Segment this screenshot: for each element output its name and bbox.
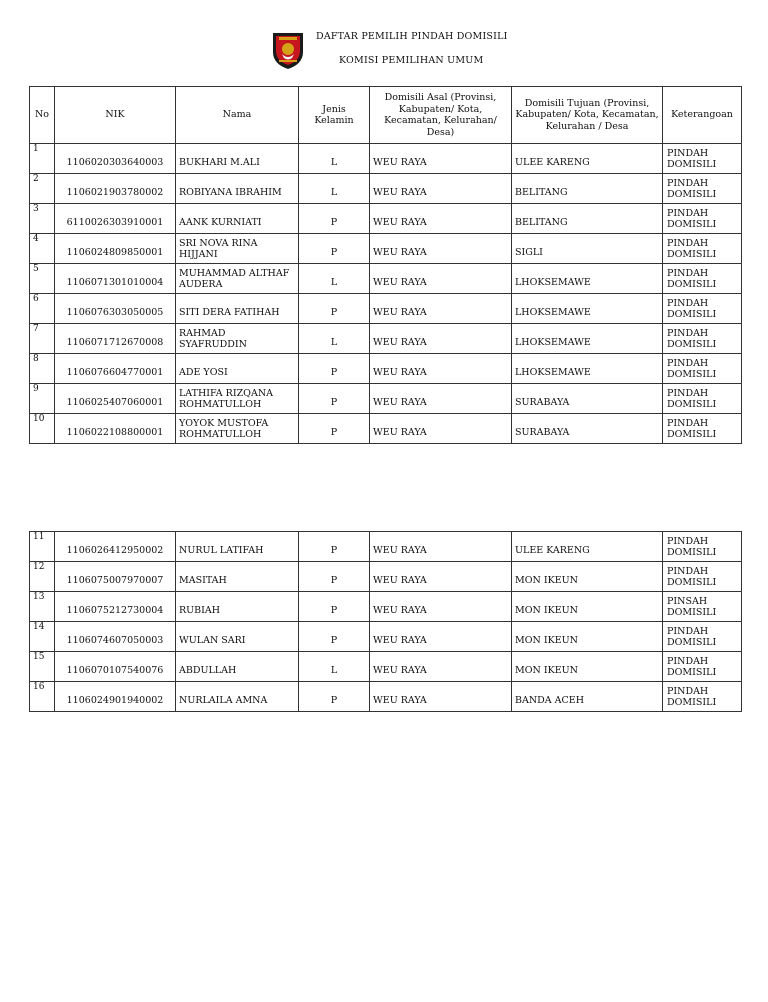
- cell-tujuan-text: MON IKEUN: [515, 605, 578, 616]
- cell-tujuan: [512, 174, 663, 204]
- cell-asal: [370, 144, 512, 174]
- cell-nik: 1106075007970007: [55, 562, 176, 592]
- cell-no: 8: [30, 354, 55, 384]
- cell-tujuan: [512, 622, 663, 652]
- cell-jk: [299, 592, 370, 622]
- table-row: [30, 532, 742, 562]
- cell-jk-text: P: [330, 307, 338, 318]
- cell-jk: [299, 532, 370, 562]
- header-jenis-kelamin: Jenis Kelamin: [299, 87, 370, 144]
- cell-tujuan: [512, 652, 663, 682]
- document-title: DAFTAR PEMILIH PINDAH DOMISILI: [316, 31, 508, 42]
- cell-no: 10: [30, 414, 55, 444]
- cell-asal: [370, 294, 512, 324]
- header-keterangan: Keterangoan: [663, 87, 742, 144]
- cell-jk-text: P: [330, 397, 338, 408]
- cell-jk: [299, 234, 370, 264]
- kpu-logo-icon: [270, 30, 306, 70]
- cell-jk: [299, 294, 370, 324]
- cell-jk-text: P: [330, 217, 338, 228]
- cell-nik: 1106070107540076: [55, 652, 176, 682]
- cell-asal: [370, 204, 512, 234]
- cell-jk: [299, 144, 370, 174]
- cell-nama: [176, 562, 299, 592]
- cell-no: 13: [30, 592, 55, 622]
- cell-jk-text: L: [330, 157, 338, 168]
- cell-tujuan-text: ULEE KARENG: [515, 545, 590, 556]
- cell-jk: [299, 264, 370, 294]
- voter-table-page-1: [29, 86, 742, 444]
- cell-nama: [176, 294, 299, 324]
- cell-jk: [299, 174, 370, 204]
- cell-asal-text: WEU RAYA: [373, 575, 427, 586]
- cell-nama: [176, 144, 299, 174]
- cell-asal: [370, 324, 512, 354]
- cell-jk: [299, 354, 370, 384]
- cell-nik: 1106025407060001: [55, 384, 176, 414]
- cell-asal-text: WEU RAYA: [373, 665, 427, 676]
- cell-keterangan: PINDAH DOMISILI: [663, 204, 742, 234]
- cell-nama-text: NURUL LATIFAH: [179, 545, 264, 556]
- table-row: [30, 324, 742, 354]
- cell-asal-text: WEU RAYA: [373, 277, 427, 288]
- header-domisili-asal: Domisili Asal (Provinsi, Kabupaten/ Kota, Kecamatan, Kelurahan/ Desa): [370, 87, 512, 144]
- table-row: [30, 562, 742, 592]
- cell-nama: LATHIFA RIZQANA ROHMATULLOH: [176, 384, 299, 414]
- cell-jk: [299, 324, 370, 354]
- cell-asal-text: WEU RAYA: [373, 367, 427, 378]
- cell-tujuan-text: SURABAYA: [515, 397, 570, 408]
- cell-asal: [370, 234, 512, 264]
- cell-jk-text: P: [330, 695, 338, 706]
- cell-tujuan-text: ULEE KARENG: [515, 157, 590, 168]
- cell-asal: [370, 622, 512, 652]
- cell-jk-text: P: [330, 367, 338, 378]
- table-row: [30, 264, 742, 294]
- table-row: [30, 592, 742, 622]
- cell-no: 2: [30, 174, 55, 204]
- cell-tujuan: [512, 414, 663, 444]
- cell-asal-text: WEU RAYA: [373, 635, 427, 646]
- table-row: [30, 294, 742, 324]
- cell-no: 4: [30, 234, 55, 264]
- cell-nama: [176, 174, 299, 204]
- cell-asal: [370, 652, 512, 682]
- cell-tujuan-text: BANDA ACEH: [515, 695, 585, 706]
- cell-nama: YOYOK MUSTOFA ROHMATULLOH: [176, 414, 299, 444]
- table-header-row: [30, 87, 742, 144]
- table-row: [30, 384, 742, 414]
- voter-table-page-2: [29, 531, 742, 712]
- cell-tujuan: [512, 384, 663, 414]
- cell-nama-text: ADE YOSI: [179, 367, 228, 378]
- cell-asal: [370, 562, 512, 592]
- cell-keterangan: PINSAH DOMISILI: [663, 592, 742, 622]
- cell-tujuan-text: SURABAYA: [515, 427, 570, 438]
- cell-keterangan: PINDAH DOMISILI: [663, 294, 742, 324]
- cell-no: 11: [30, 532, 55, 562]
- cell-asal: [370, 592, 512, 622]
- cell-tujuan: [512, 592, 663, 622]
- cell-no: 7: [30, 324, 55, 354]
- cell-keterangan: PINDAH DOMISILI: [663, 234, 742, 264]
- cell-tujuan: [512, 324, 663, 354]
- cell-nama-text: ROBIYANA IBRAHIM: [179, 187, 282, 198]
- table-row: [30, 354, 742, 384]
- cell-tujuan: [512, 562, 663, 592]
- cell-jk-text: P: [330, 247, 338, 258]
- cell-keterangan: PINDAH DOMISILI: [663, 264, 742, 294]
- cell-tujuan-text: BELITANG: [515, 187, 568, 198]
- cell-tujuan: [512, 264, 663, 294]
- cell-jk-text: L: [330, 187, 338, 198]
- document-subtitle: KOMISI PEMILIHAN UMUM: [339, 55, 484, 66]
- cell-asal-text: WEU RAYA: [373, 397, 427, 408]
- table-row: [30, 174, 742, 204]
- cell-tujuan-text: LHOKSEMAWE: [515, 367, 591, 378]
- cell-tujuan: [512, 144, 663, 174]
- cell-keterangan: PINDAH DOMISILI: [663, 414, 742, 444]
- cell-nama-text: WULAN SARI: [179, 635, 246, 646]
- cell-asal-text: WEU RAYA: [373, 337, 427, 348]
- cell-nama-text: SITI DERA FATIHAH: [179, 307, 280, 318]
- cell-keterangan: PINDAH DOMISILI: [663, 174, 742, 204]
- cell-asal-text: WEU RAYA: [373, 157, 427, 168]
- cell-asal-text: WEU RAYA: [373, 695, 427, 706]
- cell-nik: 1106075212730004: [55, 592, 176, 622]
- cell-tujuan-text: MON IKEUN: [515, 575, 578, 586]
- cell-nik: 1106021903780002: [55, 174, 176, 204]
- cell-nik: 1106074607050003: [55, 622, 176, 652]
- cell-jk: [299, 622, 370, 652]
- cell-jk-text: P: [330, 427, 338, 438]
- cell-asal: [370, 384, 512, 414]
- cell-nik: 1106024901940002: [55, 682, 176, 712]
- cell-jk-text: L: [330, 665, 338, 676]
- table-row: [30, 144, 742, 174]
- cell-nama: SRI NOVA RINA HIJJANI: [176, 234, 299, 264]
- cell-nama: RAHMAD SYAFRUDDIN: [176, 324, 299, 354]
- cell-nama: [176, 592, 299, 622]
- cell-jk-text: P: [330, 545, 338, 556]
- cell-tujuan: [512, 294, 663, 324]
- cell-keterangan: PINDAH DOMISILI: [663, 622, 742, 652]
- cell-nama-text: RUBIAH: [179, 605, 221, 616]
- table-row: [30, 414, 742, 444]
- cell-nama: [176, 532, 299, 562]
- cell-no: 5: [30, 264, 55, 294]
- cell-tujuan-text: BELITANG: [515, 217, 568, 228]
- cell-jk: [299, 384, 370, 414]
- cell-keterangan: PINDAH DOMISILI: [663, 652, 742, 682]
- cell-tujuan: [512, 682, 663, 712]
- cell-tujuan: [512, 532, 663, 562]
- cell-nik: 1106020303640003: [55, 144, 176, 174]
- cell-nik: 1106071712670008: [55, 324, 176, 354]
- cell-nama-text: BUKHARI M.ALI: [179, 157, 260, 168]
- table-row: [30, 652, 742, 682]
- cell-jk-text: L: [330, 337, 338, 348]
- cell-nama: [176, 354, 299, 384]
- cell-nik: 1106022108800001: [55, 414, 176, 444]
- cell-keterangan: PINDAH DOMISILI: [663, 324, 742, 354]
- cell-nik: 1106026412950002: [55, 532, 176, 562]
- cell-jk-text: P: [330, 575, 338, 586]
- cell-asal-text: WEU RAYA: [373, 217, 427, 228]
- cell-asal-text: WEU RAYA: [373, 307, 427, 318]
- cell-jk: [299, 562, 370, 592]
- cell-asal: [370, 414, 512, 444]
- cell-tujuan-text: LHOKSEMAWE: [515, 337, 591, 348]
- cell-nama: [176, 682, 299, 712]
- cell-no: 6: [30, 294, 55, 324]
- header-nik: NIK: [55, 87, 176, 144]
- table-row: [30, 682, 742, 712]
- cell-asal: [370, 174, 512, 204]
- cell-asal: [370, 354, 512, 384]
- cell-keterangan: PINDAH DOMISILI: [663, 682, 742, 712]
- header-no: No: [30, 87, 55, 144]
- cell-nik: 1106024809850001: [55, 234, 176, 264]
- cell-jk: [299, 414, 370, 444]
- header-nama: Nama: [176, 87, 299, 144]
- cell-asal-text: WEU RAYA: [373, 545, 427, 556]
- cell-nik: 6110026303910001: [55, 204, 176, 234]
- cell-tujuan-text: SIGLI: [515, 247, 543, 258]
- cell-keterangan: PINDAH DOMISILI: [663, 562, 742, 592]
- cell-nama: [176, 204, 299, 234]
- cell-no: 14: [30, 622, 55, 652]
- cell-no: 3: [30, 204, 55, 234]
- cell-no: 15: [30, 652, 55, 682]
- cell-nik: 1106076604770001: [55, 354, 176, 384]
- cell-jk: [299, 682, 370, 712]
- cell-nama-text: AANK KURNIATI: [179, 217, 262, 228]
- cell-asal-text: WEU RAYA: [373, 247, 427, 258]
- cell-tujuan: [512, 354, 663, 384]
- cell-asal: [370, 264, 512, 294]
- cell-tujuan-text: MON IKEUN: [515, 635, 578, 646]
- cell-keterangan: PINDAH DOMISILI: [663, 384, 742, 414]
- cell-asal-text: WEU RAYA: [373, 605, 427, 616]
- cell-jk-text: P: [330, 605, 338, 616]
- cell-nama-text: NURLAILA AMNA: [179, 695, 268, 706]
- cell-tujuan-text: MON IKEUN: [515, 665, 578, 676]
- cell-nama: MUHAMMAD ALTHAF AUDERA: [176, 264, 299, 294]
- cell-tujuan: [512, 204, 663, 234]
- table-row: [30, 622, 742, 652]
- cell-nama-text: MASITAH: [179, 575, 227, 586]
- table-row: [30, 204, 742, 234]
- cell-asal: [370, 682, 512, 712]
- cell-jk: [299, 204, 370, 234]
- cell-nik: 1106071301010004: [55, 264, 176, 294]
- cell-no: 9: [30, 384, 55, 414]
- cell-asal: [370, 532, 512, 562]
- cell-nama-text: ABDULLAH: [179, 665, 237, 676]
- cell-no: 12: [30, 562, 55, 592]
- cell-keterangan: PINDAH DOMISILI: [663, 532, 742, 562]
- cell-keterangan: PINDAH DOMISILI: [663, 354, 742, 384]
- cell-tujuan: [512, 234, 663, 264]
- cell-jk-text: L: [330, 277, 338, 288]
- cell-nama: [176, 652, 299, 682]
- cell-asal-text: WEU RAYA: [373, 427, 427, 438]
- cell-jk: [299, 652, 370, 682]
- cell-asal-text: WEU RAYA: [373, 187, 427, 198]
- cell-keterangan: PINDAH DOMISILI: [663, 144, 742, 174]
- cell-no: 1: [30, 144, 55, 174]
- cell-nik: 1106076303050005: [55, 294, 176, 324]
- cell-jk-text: P: [330, 635, 338, 646]
- cell-tujuan-text: LHOKSEMAWE: [515, 307, 591, 318]
- cell-no: 16: [30, 682, 55, 712]
- header-domisili-tujuan: Domisili Tujuan (Provinsi, Kabupaten/ Kota, Kecamatan, Kelurahan / Desa: [512, 87, 663, 144]
- cell-nama: [176, 622, 299, 652]
- cell-tujuan-text: LHOKSEMAWE: [515, 277, 591, 288]
- table-row: [30, 234, 742, 264]
